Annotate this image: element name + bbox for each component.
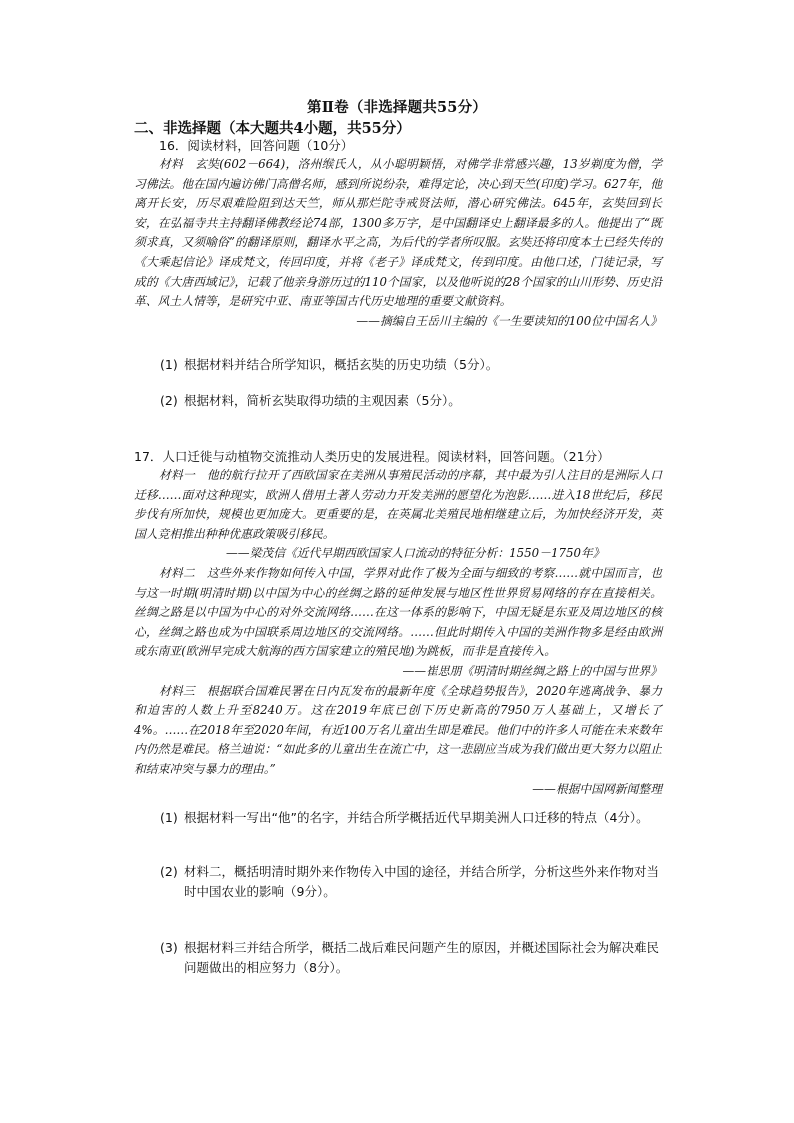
question-17-source-3: ——根据中国网新闻整理 bbox=[532, 781, 662, 796]
sub-question-number: (1) bbox=[160, 810, 178, 825]
question-17-source-1: ——梁茂信《近代早期西欧国家人口流动的特征分析：1550－1750年》 bbox=[226, 546, 605, 561]
sub-question-number: (1) bbox=[160, 357, 178, 372]
sub-question-text: 根据材料，简析玄奘取得功绩的主观因素（5分）。 bbox=[184, 393, 461, 408]
question-17-sub-2 bbox=[134, 862, 662, 902]
question-17-source-2: ——崔思朋《明清时期丝绸之路上的中国与世界》 bbox=[402, 663, 662, 678]
question-17-material-3: 材料三 根据联合国难民署在日内瓦发布的最新年度《全球趋势报告》，2020年逃离战争、暴力和迫害的人数上升至8240万。这在2019年底已创下历史新高的7950万人基础上，又增长了4%。……在2018年至2020年间，有近100万名儿童出生即是难民。他们中的许多人可能在未来数年内仍然是难民。格兰迪说：“如此多的儿童出生在流亡中，这一悲剧应当成为我们做出更大努力以阻止和结束冲突与暴力的理由。” bbox=[134, 683, 662, 776]
question-17-sub-1 bbox=[134, 808, 662, 828]
question-17-material-1: 材料一 他的航行拉开了西欧国家在美洲从事殖民活动的序幕，其中最为引人注目的是洲际人口迁移……面对这种现实，欧洲人借用土著人劳动力开发美洲的愿望化为泡影……进入18世纪后，移民步伐有所加快，规模也更加庞大。更重要的是，在英属北美殖民地相继建立后，为加快经济开发，英国人竞相推出种种优惠政策吸引移民。 bbox=[134, 468, 662, 541]
sub-question-text: 材料二，概括明清时期外来作物传入中国的途径，并结合所学，分析这些外来作物对当时中国农业的影响（9分）。 bbox=[184, 864, 660, 899]
question-16-sub-1 bbox=[134, 355, 662, 375]
question-16-head: 16．阅读材料，回答问题（10分） bbox=[159, 138, 354, 153]
question-17-sub-3 bbox=[134, 938, 662, 978]
sub-question-text: 根据材料一写出“他”的名字，并结合所学概括近代早期美洲人口迁移的特点（4分）。 bbox=[184, 810, 649, 825]
sub-question-number: (3) bbox=[160, 940, 178, 955]
question-16-sub-2 bbox=[134, 391, 662, 411]
part-title: 第Ⅱ卷（非选择题共55分） bbox=[307, 99, 487, 116]
question-16-material: 材料 玄奘(602－664)，洛州缑氏人，从小聪明颖悟，对佛学非常感兴趣，13岁剃度为僧，学习佛法。他在国内遍访佛门高僧名师，感到所说纷杂，难得定论，决心到天竺(印度)学习。627年，他离开长安，历尽艰难险阻到达天竺，师从那烂陀寺戒贤法师，潜心研究佛法。645年，玄奘回到长安，在弘福寺共主持翻译佛教经论74部，1300多万字，是中国翻译史上翻译最多的人。他提出了“既须求真，又须喻俗”的翻译原则，翻译水平之高，为后代的学者所叹服。玄奘还将印度本土已经失传的《大乘起信论》译成梵文，传回印度，并将《老子》译成梵文，传到印度。由他口述，门徒记录，写成的《大唐西域记》，记载了他亲身游历过的110个国家，以及他听说的28个国家的山川形势、历史沿革、风土人情等，是研究中亚、南亚等国古代历史地理的重要文献资料。 bbox=[134, 157, 662, 309]
sub-question-number: (2) bbox=[160, 864, 178, 879]
question-17 bbox=[134, 447, 662, 799]
sub-question-number: (2) bbox=[160, 393, 178, 408]
question-17-material-2: 材料二 这些外来作物如何传入中国，学界对此作了极为全面与细致的考察……就中国而言，也与这一时期(明清时期)以中国为中心的丝绸之路的延伸发展与地区性世界贸易网络的存在直接相关。丝绸之路是以中国为中心的对外交流网络……在这一体系的影响下，中国无疑是东亚及周边地区的核心，丝绸之路也成为中国联系周边地区的交流网络。……但此时期传入中国的美洲作物多是经由欧洲或东南亚(欧洲早完成大航海的西方国家建立的殖民地)为跳板，而非是直接传入。 bbox=[134, 565, 662, 659]
question-16 bbox=[134, 136, 662, 331]
sub-question-text: 根据材料并结合所学知识，概括玄奘的历史功绩（5分）。 bbox=[184, 357, 499, 372]
question-17-head: 17．人口迁徙与动植物交流推动人类历史的发展进程。阅读材料，回答问题。（21分） bbox=[134, 449, 610, 464]
section-title: 二、非选择题（本大题共4小题，共55分） bbox=[134, 120, 411, 137]
question-16-source: ——摘编自王岳川主编的《一生要读知的100位中国名人》 bbox=[356, 313, 662, 328]
sub-question-text: 根据材料三并结合所学，概括二战后难民问题产生的原因，并概述国际社会为解决难民问题做出的相应努力（8分）。 bbox=[184, 940, 660, 975]
